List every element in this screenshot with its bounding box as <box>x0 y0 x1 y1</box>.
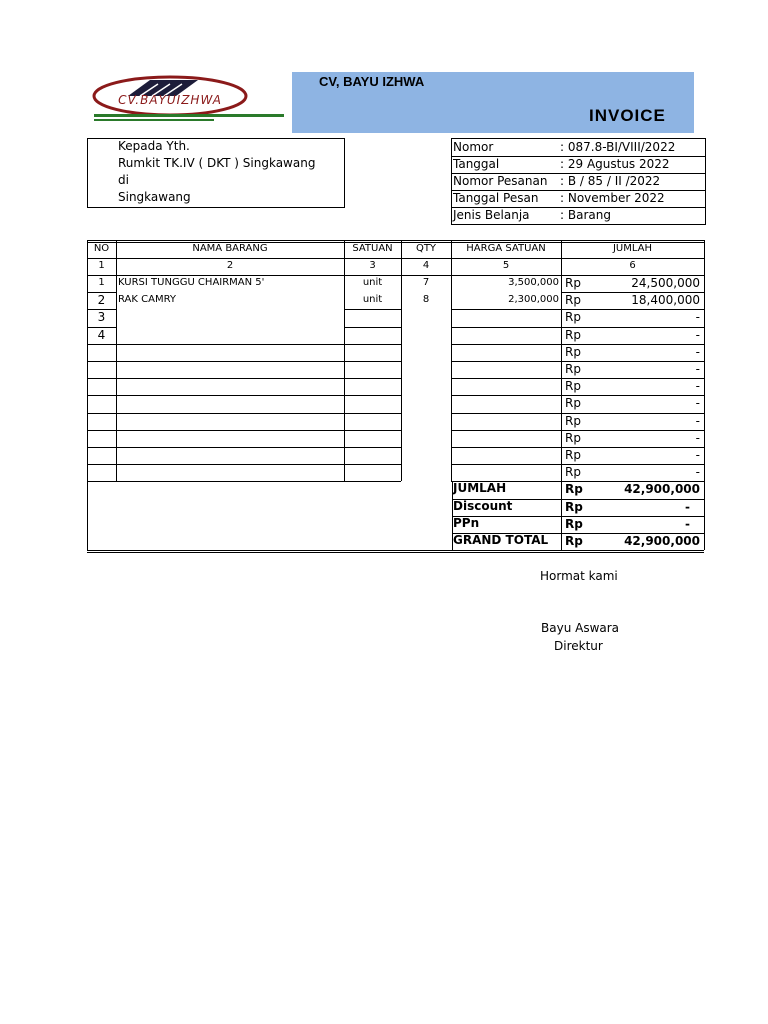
currency-label: Rp <box>565 379 581 394</box>
row-rule <box>451 309 561 310</box>
item-unit: unit <box>362 277 383 288</box>
signature-title: Direktur <box>554 639 603 653</box>
summary-currency: Rp <box>565 516 583 531</box>
row-rule <box>344 378 401 379</box>
currency-label: Rp <box>565 276 581 290</box>
signature-name: Bayu Aswara <box>541 621 620 635</box>
currency-label: Rp <box>565 430 581 445</box>
row-rule <box>344 361 401 362</box>
item-unit-price: 3,500,000 <box>508 277 559 288</box>
column-header: HARGA SATUAN <box>466 243 546 254</box>
row-rule <box>344 327 401 328</box>
row-rule <box>451 395 561 396</box>
item-total: - <box>695 448 700 462</box>
row-rule <box>87 395 116 396</box>
info-row-tanggal-pesan <box>452 190 705 208</box>
row-rule <box>87 430 116 431</box>
item-total: - <box>695 344 700 359</box>
column-number: 2 <box>226 260 234 271</box>
row-rule <box>116 344 344 345</box>
row-rule <box>87 464 116 465</box>
summary-currency: Rp <box>565 534 583 548</box>
info-row-nomor-pesanan <box>452 173 705 191</box>
info-label: Tanggal <box>453 157 500 171</box>
item-total: - <box>695 379 700 394</box>
currency-label: Rp <box>565 448 581 462</box>
info-row-tanggal <box>452 156 705 174</box>
invoice-title: INVOICE <box>589 106 666 125</box>
summary-currency: Rp <box>565 482 583 497</box>
summary-label: PPn <box>453 515 480 530</box>
recipient-line-1: Rumkit TK.IV ( DKT ) Singkawang <box>118 156 316 170</box>
item-total: - <box>695 327 700 342</box>
row-rule <box>116 481 344 482</box>
item-total: 24,500,000 <box>631 276 700 290</box>
column-header: QTY <box>415 243 437 254</box>
item-number: 2 <box>97 293 106 308</box>
item-number: 3 <box>97 310 106 325</box>
row-rule <box>451 413 561 414</box>
item-total: - <box>695 413 700 428</box>
column-header: JUMLAH <box>612 243 653 254</box>
column-number: 3 <box>369 260 376 271</box>
recipient-line-3: Singkawang <box>118 190 191 204</box>
column-rule <box>704 240 705 550</box>
row-rule <box>116 395 344 396</box>
row-rule <box>451 344 561 345</box>
info-value: : B / 85 / II /2022 <box>560 174 661 188</box>
row-rule <box>87 447 116 448</box>
item-qty: 7 <box>422 277 430 288</box>
column-number: 6 <box>629 260 636 271</box>
row-rule <box>116 378 344 379</box>
recipient-greeting: Kepada Yth. <box>118 139 190 153</box>
row-rule <box>116 430 344 431</box>
row-rule <box>344 344 401 345</box>
summary-label: Discount <box>453 498 513 513</box>
item-unit-price: 2,300,000 <box>508 294 559 306</box>
row-rule <box>344 430 401 431</box>
item-number: 1 <box>98 277 105 288</box>
row-rule <box>451 361 561 362</box>
item-name: RAK CAMRY <box>118 294 176 306</box>
row-rule <box>344 395 401 396</box>
info-value: : 29 Agustus 2022 <box>560 157 670 171</box>
summary-label: GRAND TOTAL <box>453 533 549 547</box>
table-bottom-rule <box>87 552 704 553</box>
currency-label: Rp <box>565 344 581 359</box>
signature-closing: Hormat kami <box>540 569 618 583</box>
column-number: 4 <box>422 260 430 271</box>
summary-label: JUMLAH <box>453 481 507 496</box>
row-rule <box>116 447 344 448</box>
row-rule <box>116 413 344 414</box>
summary-value: 42,900,000 <box>624 534 700 548</box>
column-header: NO <box>93 243 110 254</box>
currency-label: Rp <box>565 327 581 342</box>
currency-label: Rp <box>565 362 581 376</box>
row-rule <box>451 430 561 431</box>
summary-value: 42,900,000 <box>624 482 700 497</box>
row-rule <box>451 447 561 448</box>
invoice-info-box <box>451 138 706 225</box>
item-total: - <box>695 396 700 411</box>
row-rule <box>87 378 116 379</box>
item-total: - <box>695 310 700 325</box>
row-rule <box>344 447 401 448</box>
row-rule <box>87 344 116 345</box>
item-qty: 8 <box>422 294 430 306</box>
item-name: KURSI TUNGGU CHAIRMAN 5' <box>118 277 265 288</box>
row-rule <box>344 413 401 414</box>
row-rule <box>116 464 344 465</box>
info-value: : Barang <box>560 208 611 222</box>
info-label: Tanggal Pesan <box>453 191 539 205</box>
item-total: 18,400,000 <box>631 293 700 308</box>
row-rule <box>344 464 401 465</box>
currency-label: Rp <box>565 413 581 428</box>
info-label: Jenis Belanja <box>453 208 530 222</box>
table-bottom-rule <box>87 550 704 551</box>
row-rule <box>451 327 561 328</box>
recipient-box <box>87 138 345 208</box>
summary-value: - <box>685 499 690 514</box>
row-rule <box>87 361 116 362</box>
row-rule <box>87 413 116 414</box>
currency-label: Rp <box>565 465 581 480</box>
company-name: CV, BAYU IZHWA <box>319 74 425 89</box>
column-header: NAMA BARANG <box>192 243 268 254</box>
summary-currency: Rp <box>565 499 583 514</box>
svg-text:CV.BAYUIZHWA: CV.BAYUIZHWA <box>118 93 222 107</box>
item-total: - <box>695 465 700 480</box>
info-label: Nomor <box>453 140 494 154</box>
currency-label: Rp <box>565 396 581 411</box>
item-total: - <box>695 362 700 376</box>
item-number: 4 <box>97 327 106 342</box>
currency-label: Rp <box>565 310 581 325</box>
column-header: SATUAN <box>352 243 393 254</box>
table-top-rule <box>87 240 704 241</box>
row-rule <box>344 481 401 482</box>
column-number: 1 <box>98 260 105 271</box>
row-rule <box>451 378 561 379</box>
item-total: - <box>695 430 700 445</box>
info-label: Nomor Pesanan <box>453 174 548 188</box>
info-row-nomor <box>452 139 705 157</box>
recipient-line-2: di <box>118 173 129 187</box>
row-rule <box>116 361 344 362</box>
row-rule <box>451 464 561 465</box>
column-number: 5 <box>502 260 510 271</box>
info-row-jenis-belanja <box>452 207 705 224</box>
row-rule <box>344 309 401 310</box>
company-logo <box>88 72 288 128</box>
row-rule <box>87 481 116 482</box>
item-unit: unit <box>362 294 383 306</box>
summary-value: - <box>685 516 690 531</box>
info-value: : November 2022 <box>560 191 665 205</box>
currency-label: Rp <box>565 293 581 308</box>
info-value: : 087.8-BI/VIII/2022 <box>560 140 676 154</box>
